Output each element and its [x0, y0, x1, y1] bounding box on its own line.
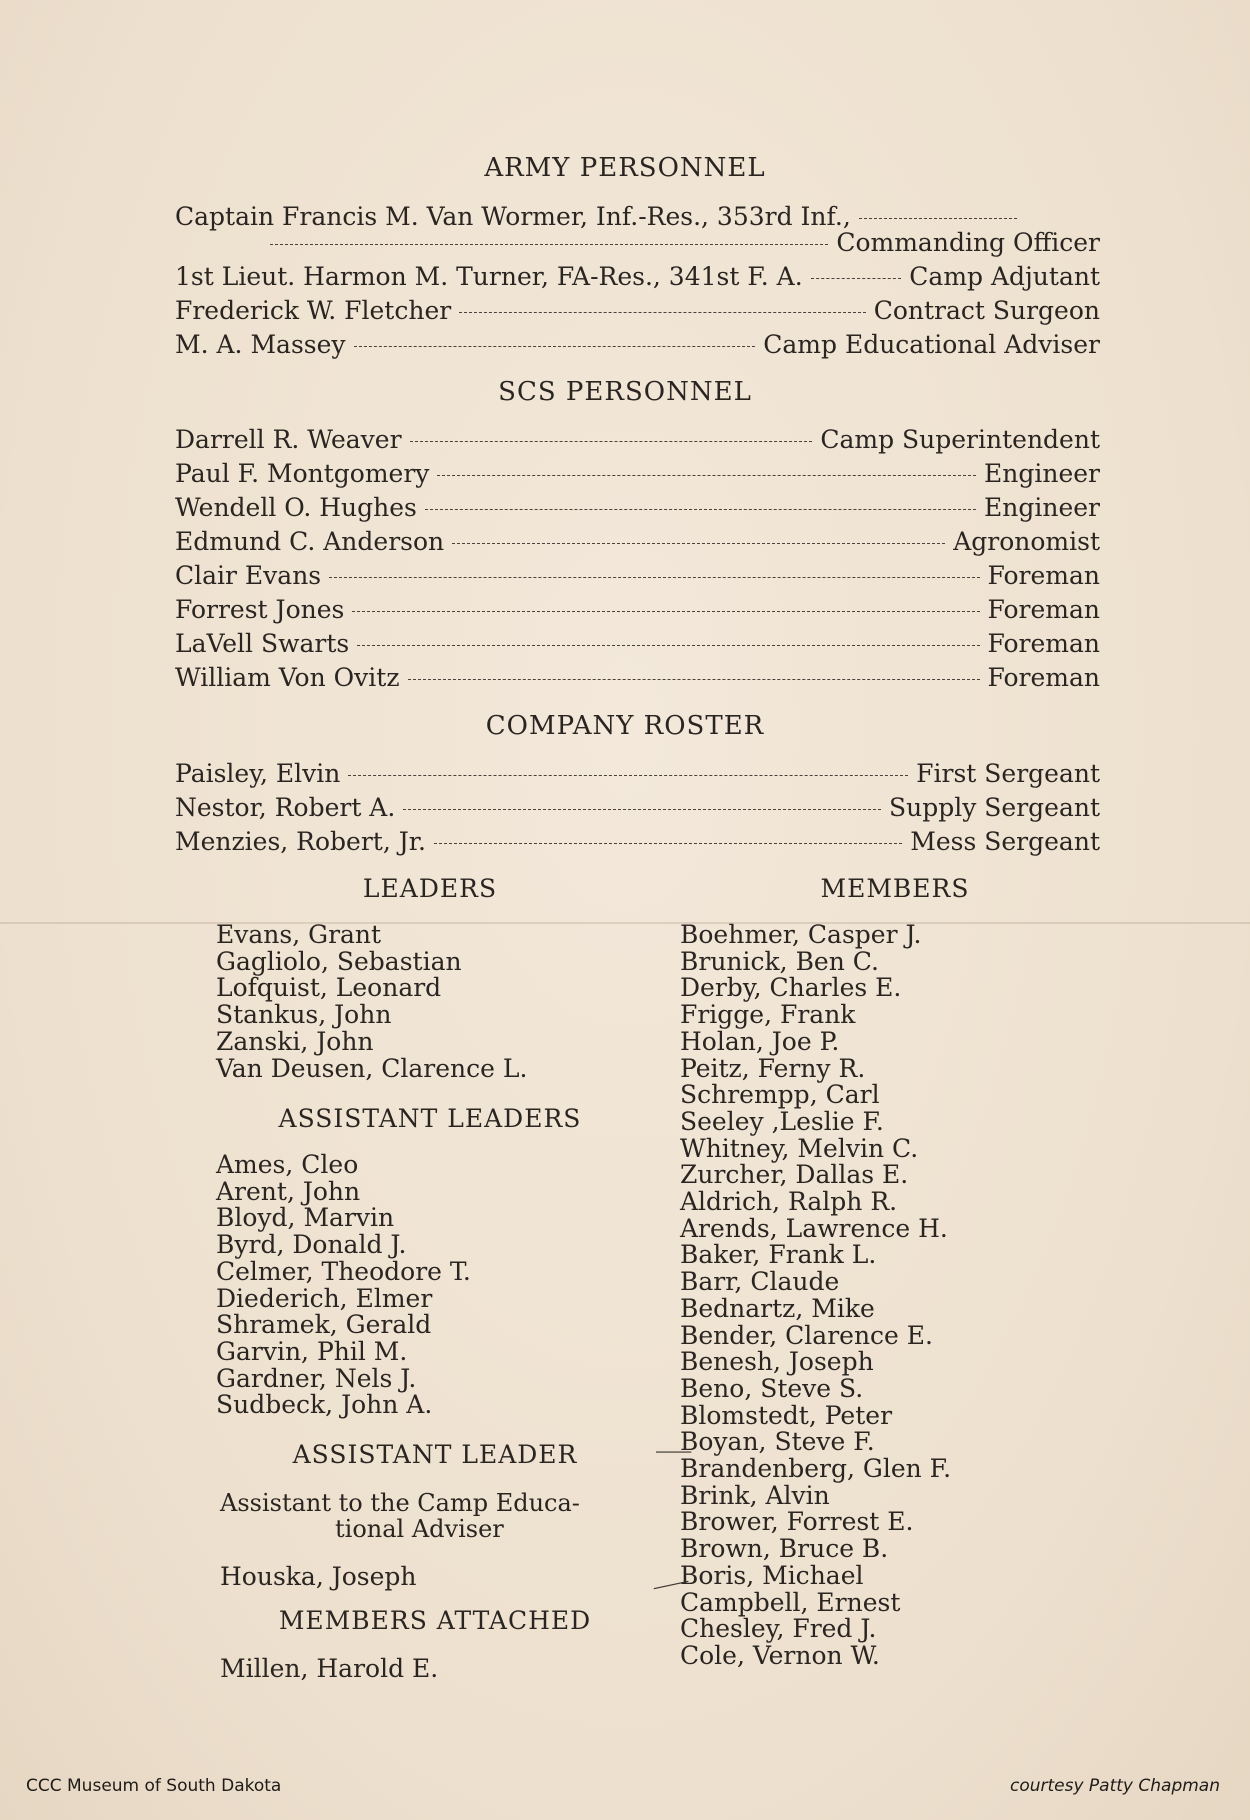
- list-item: Barr, Claude: [680, 1267, 840, 1297]
- roster-row: [175, 793, 1100, 822]
- army-row: [175, 262, 1100, 291]
- leader-dots: [357, 645, 979, 646]
- company-roster-heading: COMPANY ROSTER: [485, 711, 765, 741]
- personnel-role: Contract Surgeon: [873, 296, 1100, 325]
- leader-dots: [329, 577, 979, 578]
- list-item: Gagliolo, Sebastian: [216, 946, 462, 976]
- footer-credit-right: courtesy Patty Chapman: [1009, 1776, 1220, 1796]
- list-item: Arends, Lawrence H.: [680, 1213, 948, 1243]
- pencil-tick-icon: ⸺: [655, 1439, 693, 1464]
- assistant-leaders-heading: ASSISTANT LEADERS: [278, 1104, 582, 1133]
- scs-row: [175, 459, 1100, 488]
- list-item: Cole, Vernon W.: [680, 1640, 880, 1670]
- list-item: Arent, John: [216, 1176, 361, 1206]
- personnel-role: Foreman: [987, 629, 1100, 658]
- page-fold-line: [0, 922, 1250, 924]
- list-item: Brink, Alvin: [680, 1480, 830, 1510]
- leader-dots: [859, 218, 1017, 219]
- list-item: Boyan, Steve F.: [680, 1427, 875, 1457]
- leader-dots: [437, 475, 976, 476]
- personnel-name: Frederick W. Fletcher: [175, 296, 452, 325]
- scs-row: [175, 493, 1100, 522]
- list-item: Boehmer, Casper J.: [680, 920, 922, 949]
- scs-row: [175, 663, 1100, 692]
- members-heading: MEMBERS: [820, 874, 970, 903]
- personnel-name: Darrell R. Weaver: [175, 425, 402, 454]
- list-item: Evans, Grant: [216, 920, 382, 949]
- leader-dots: [425, 509, 976, 510]
- members-list: [680, 922, 951, 1670]
- scs-personnel-heading: SCS PERSONNEL: [498, 377, 752, 407]
- list-item: Frigge, Frank: [680, 1000, 856, 1030]
- leaders-heading: LEADERS: [362, 874, 498, 903]
- leader-dots: [452, 543, 945, 544]
- list-item: Chesley, Fred J.: [680, 1614, 877, 1644]
- list-item: Blomstedt, Peter: [680, 1400, 893, 1430]
- personnel-name: Nestor, Robert A.: [175, 793, 396, 822]
- personnel-name: Edmund C. Anderson: [175, 527, 445, 556]
- roster-row: [175, 759, 1100, 788]
- leader-dots: [403, 809, 881, 810]
- list-item: Brower, Forrest E.: [680, 1507, 914, 1537]
- personnel-name: M. A. Massey: [175, 330, 346, 359]
- army-row: [175, 296, 1100, 325]
- leader-dots: [354, 346, 756, 347]
- scs-row: [175, 629, 1100, 658]
- list-item: Campbell, Ernest: [680, 1587, 901, 1617]
- list-item: Brown, Bruce B.: [680, 1534, 889, 1564]
- list-item: Schrempp, Carl: [680, 1080, 880, 1110]
- personnel-name: Paisley, Elvin: [175, 759, 341, 788]
- leader-dots: [270, 244, 828, 245]
- personnel-role: Camp Educational Adviser: [763, 330, 1100, 359]
- list-item: Lofquist, Leonard: [216, 973, 442, 1003]
- leader-dots: [811, 278, 902, 279]
- leader-dots: [459, 312, 866, 313]
- personnel-name: Menzies, Robert, Jr.: [175, 827, 426, 856]
- list-item: Bender, Clarence E.: [680, 1320, 933, 1350]
- personnel-name: Clair Evans: [175, 561, 322, 590]
- roster-row: [175, 827, 1100, 856]
- personnel-name: Forrest Jones: [175, 595, 345, 624]
- personnel-role: Foreman: [987, 561, 1100, 590]
- leaders-list: [216, 922, 527, 1082]
- list-item: Whitney, Melvin C.: [680, 1133, 919, 1163]
- list-item: Bednartz, Mike: [680, 1293, 875, 1323]
- personnel-role: Engineer: [984, 493, 1100, 522]
- army-co-role: Commanding Officer: [836, 228, 1100, 257]
- list-item: Peitz, Ferny R.: [680, 1053, 866, 1083]
- personnel-name: 1st Lieut. Harmon M. Turner, FA-Res., 341st F. A.: [175, 262, 803, 291]
- list-item: Diederich, Elmer: [216, 1283, 433, 1313]
- personnel-name: William Von Ovitz: [175, 663, 400, 692]
- list-item: Seeley ,Leslie F.: [680, 1106, 884, 1136]
- list-item: Ames, Cleo: [216, 1150, 359, 1179]
- list-item: Shramek, Gerald: [216, 1310, 432, 1340]
- list-item: Benesh, Joseph: [680, 1347, 874, 1377]
- members-attached-name: Millen, Harold E.: [220, 1654, 439, 1683]
- leader-dots: [348, 775, 908, 776]
- list-item: Zanski, John: [216, 1026, 374, 1056]
- assistant-leader-heading: ASSISTANT LEADER: [292, 1440, 578, 1469]
- list-item: Beno, Steve S.: [680, 1373, 864, 1403]
- assistant-leader-note-line2: tional Adviser: [335, 1515, 504, 1543]
- leader-dots: [408, 679, 980, 680]
- list-item: Garvin, Phil M.: [216, 1336, 408, 1366]
- list-item: Gardner, Nels J.: [216, 1363, 417, 1393]
- leader-dots: [410, 441, 813, 442]
- list-item: Sudbeck, John A.: [216, 1390, 433, 1420]
- personnel-role: Supply Sergeant: [888, 793, 1100, 822]
- assistant-leader-name: Houska, Joseph: [220, 1562, 417, 1591]
- assistant-leaders-list: [216, 1152, 471, 1419]
- personnel-role: Foreman: [987, 663, 1100, 692]
- list-item: Brandenberg, Glen F.: [680, 1454, 952, 1484]
- personnel-name: LaVell Swarts: [175, 629, 350, 658]
- personnel-role: First Sergeant: [916, 759, 1100, 788]
- scs-row: [175, 595, 1100, 624]
- list-item: Byrd, Donald J.: [216, 1230, 407, 1260]
- personnel-name: Wendell O. Hughes: [175, 493, 417, 522]
- pencil-tick-icon: ⸺: [650, 1568, 692, 1601]
- list-item: Zurcher, Dallas E.: [680, 1160, 909, 1190]
- scs-row: [175, 527, 1100, 556]
- personnel-role: Mess Sergeant: [910, 827, 1100, 856]
- leader-dots: [352, 611, 979, 612]
- army-personnel-heading: ARMY PERSONNEL: [484, 153, 766, 183]
- army-row: [175, 330, 1100, 359]
- scs-row: [175, 425, 1100, 454]
- personnel-role: Camp Adjutant: [909, 262, 1100, 291]
- list-item: Stankus, John: [216, 1000, 392, 1030]
- list-item: Boris, Michael: [680, 1560, 864, 1590]
- army-row-co: [175, 202, 1025, 231]
- scs-row: [175, 561, 1100, 590]
- assistant-leader-note-line1: Assistant to the Camp Educa-: [220, 1489, 580, 1517]
- army-co-name: Captain Francis M. Van Wormer, Inf.-Res., 353rd Inf.,: [175, 202, 851, 231]
- list-item: Aldrich, Ralph R.: [680, 1187, 898, 1217]
- personnel-role: Agronomist: [953, 527, 1100, 556]
- footer-credit-left: CCC Museum of South Dakota: [26, 1776, 282, 1796]
- list-item: Brunick, Ben C.: [680, 946, 879, 976]
- members-attached-heading: MEMBERS ATTACHED: [278, 1606, 592, 1635]
- personnel-role: Camp Superintendent: [820, 425, 1100, 454]
- army-row-co-cont: [175, 228, 1100, 257]
- list-item: Van Deusen, Clarence L.: [216, 1053, 528, 1083]
- list-item: Bloyd, Marvin: [216, 1203, 395, 1233]
- personnel-role: Engineer: [984, 459, 1100, 488]
- list-item: Celmer, Theodore T.: [216, 1256, 471, 1286]
- personnel-name: Paul F. Montgomery: [175, 459, 430, 488]
- personnel-role: Foreman: [987, 595, 1100, 624]
- list-item: Derby, Charles E.: [680, 973, 902, 1003]
- list-item: Holan, Joe P.: [680, 1026, 840, 1056]
- leader-dots: [434, 843, 902, 844]
- list-item: Baker, Frank L.: [680, 1240, 877, 1270]
